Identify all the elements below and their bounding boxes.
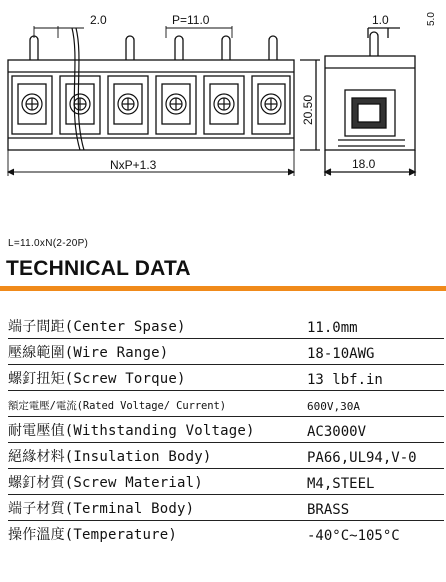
spec-label: 螺釘材質(Screw Material) xyxy=(8,475,203,491)
spec-value: 600V,30A xyxy=(307,400,360,413)
accent-rule xyxy=(0,286,446,291)
spec-table xyxy=(8,313,444,546)
spec-label: 操作溫度(Temperature) xyxy=(8,527,177,543)
front-view-terminals xyxy=(12,76,290,134)
spec-value: 18-10AWG xyxy=(307,346,375,362)
screw-heads xyxy=(22,94,281,114)
spec-value: AC3000V xyxy=(307,424,367,440)
dim-pitch: P=11.0 xyxy=(172,13,210,27)
front-view-pins xyxy=(30,28,277,150)
spec-value: 11.0mm xyxy=(307,320,358,336)
front-dimensions xyxy=(8,26,294,176)
spec-label: 螺釘扭矩(Screw Torque) xyxy=(8,371,186,387)
spec-value: PA66,UL94,V-0 xyxy=(307,450,417,466)
length-formula: L=11.0xN(2-20P) xyxy=(8,238,89,249)
spec-value: M4,STEEL xyxy=(307,476,375,492)
spec-value: 13 lbf.in xyxy=(307,372,383,388)
spec-label: 耐電壓值(Withstanding Voltage) xyxy=(8,423,255,439)
spec-row xyxy=(8,521,444,546)
spec-value: -40°C~105°C xyxy=(307,528,400,544)
technical-drawing xyxy=(0,0,446,200)
spec-row xyxy=(8,443,444,469)
spec-row xyxy=(8,495,444,521)
dim-pin-top: 1.0 xyxy=(372,13,389,27)
dim-height: 20.50 xyxy=(301,94,315,125)
spec-label: 額定電壓/電流(Rated Voltage/ Current) xyxy=(8,400,226,412)
spec-row xyxy=(8,339,444,365)
spec-value: BRASS xyxy=(307,502,350,518)
spec-label: 端子材質(Terminal Body) xyxy=(8,501,195,517)
spec-row xyxy=(8,417,444,443)
spec-label: 端子間距(Center Spase) xyxy=(8,319,186,335)
spec-row xyxy=(8,365,444,391)
dim-depth: 18.0 xyxy=(352,157,376,171)
spec-label: 壓線範圍(Wire Range) xyxy=(8,345,169,361)
spec-label: 絕緣材料(Insulation Body) xyxy=(8,449,212,465)
front-view-body xyxy=(8,60,294,150)
dim-pin-height: 5.0 xyxy=(426,12,437,26)
spec-row xyxy=(8,469,444,495)
dim-total-length: NxP+1.3 xyxy=(110,158,157,172)
section-title: TECHNICAL DATA xyxy=(6,257,191,280)
side-view xyxy=(300,28,415,176)
dim-pin-offset: 2.0 xyxy=(90,13,107,27)
spec-row xyxy=(8,391,444,417)
spec-row xyxy=(8,313,444,339)
